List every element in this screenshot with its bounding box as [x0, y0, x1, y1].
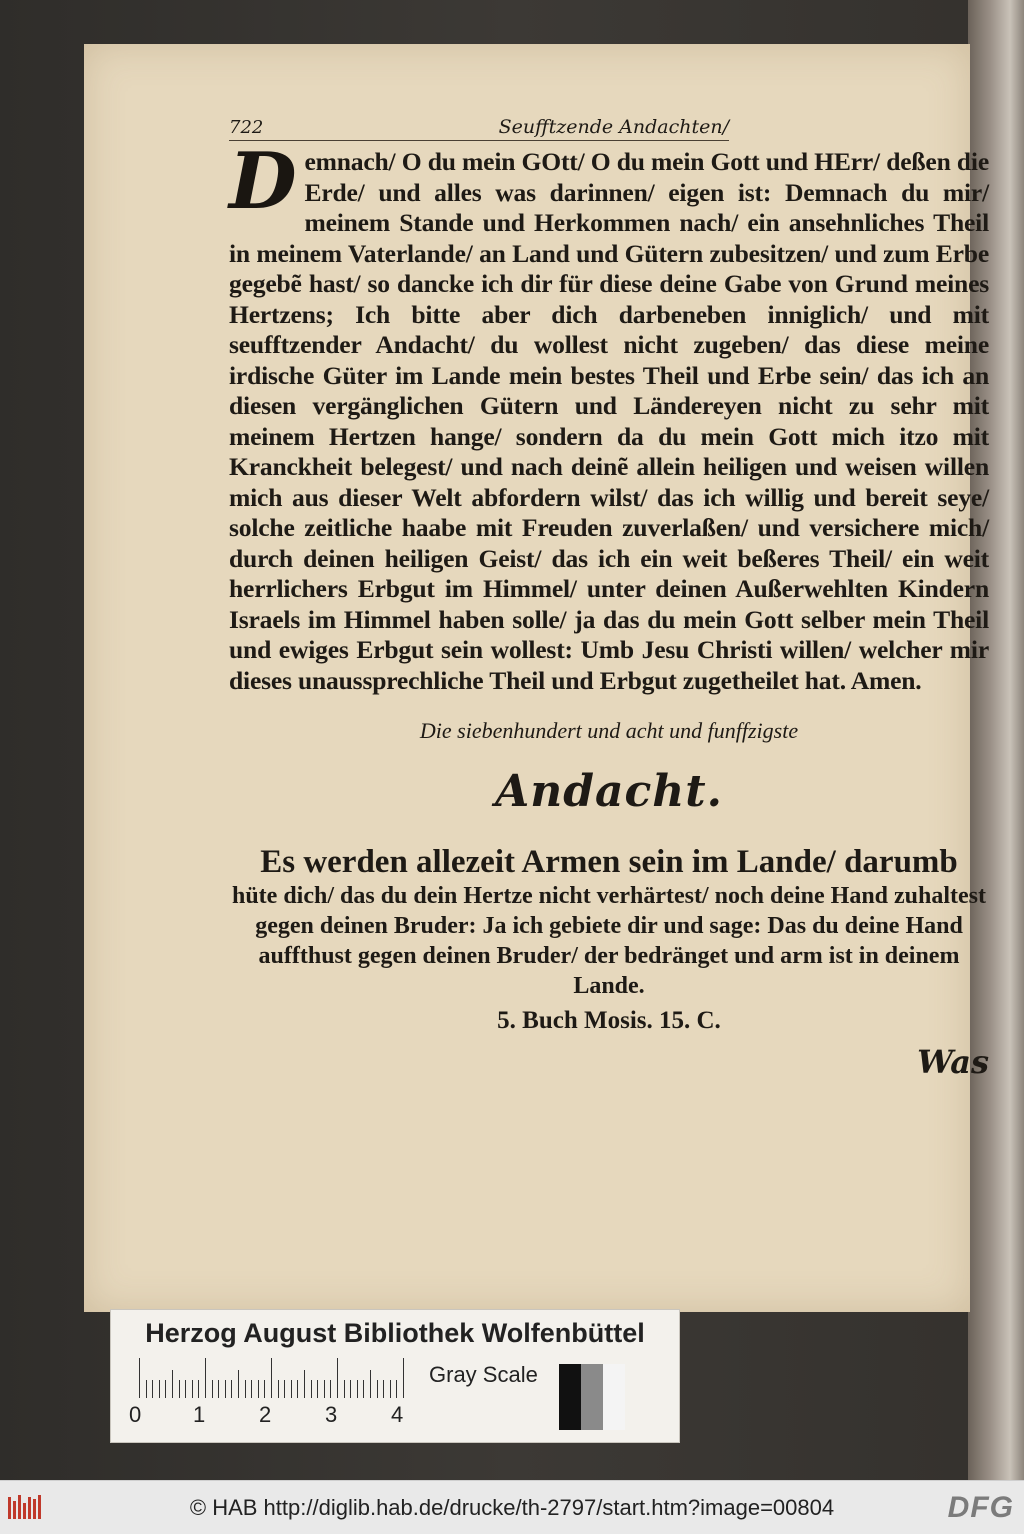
copyright-url[interactable]: © HAB http://diglib.hab.de/drucke/th-2797/start.htm?image=00804 [189, 1495, 835, 1520]
gray-scale-label: Gray Scale [429, 1362, 538, 1387]
gray-swatch-mid [581, 1364, 603, 1430]
ruler-tick [271, 1358, 272, 1398]
ruler-tick [165, 1380, 166, 1398]
ruler-tick [357, 1380, 358, 1398]
ruler-tick [278, 1380, 279, 1398]
ruler-tick [370, 1370, 371, 1398]
footer-bar [0, 1480, 1024, 1534]
ruler-tick [284, 1380, 285, 1398]
ruler-tick [238, 1370, 239, 1398]
library-name: Herzog August Bibliothek Wolfenbüttel [145, 1318, 645, 1348]
ruler-tick [264, 1380, 265, 1398]
page-number: 722 [229, 117, 264, 138]
ruler-number: 1 [193, 1402, 206, 1427]
prayer-body: emnach/ O du mein GOtt/ O du mein Gott und HErr/ deßen die Erde/ und alles was darinnen/ eigen ist: Demnach du mir/ meinem Stande und Herkommen nach/ ein ansehnliches Theil in meinem Vaterlande/ an Land und Gütern zubesitzen/ und zum Erbe gegebẽ hast/ so dancke ich dir für diese deine Gabe von Grund meines Hertzens; Ich bitte aber dich darbeneben inniglich/ und mit seufftzender Andacht/ du wollest nicht zugeben/ das diese meine irdische Güter im Lande mein bestes Theil und Erbe sein/ das ich an diesen vergänglichen Gütern und Ländereyen nicht zu sehr mit meinem Hertzen hange/ sondern da du mein Gott mich itzo mit Kranckheit belegest/ und nach deinẽ allein heiligen und weisen willen mich aus dieser Welt abfordern wilst/ das ich willig und bereit seye/ solche zeitliche haabe mit Freuden zuverlaßen/ und versichere mich/ durch deinen heiligen Geist/ das ich ein weit beßeres Theil/ ein weit herrlichers Erbgut im Himmel/ unter deinen Außerwehlten Kindern Israels im Himmel haben solle/ ja das du mein Gott selber mein Theil und ewiges Erbgut sein wollest: Umb Jesu Christi willen/ welcher mir dieses unaussprechliche Theil und Erbgut zugetheilet hat. Amen. [229, 147, 989, 695]
dfg-logo: DFG [947, 1491, 1014, 1524]
gray-swatch-black [559, 1364, 581, 1430]
ruler-tick [311, 1380, 312, 1398]
scripture-verse [229, 843, 989, 1001]
ruler-tick [350, 1380, 351, 1398]
verse-lead: Es werden allezeit Armen sein im Lande/ darumb [260, 844, 958, 880]
ruler-tick [330, 1380, 331, 1398]
ruler-tick [304, 1370, 305, 1398]
ruler-tick [218, 1380, 219, 1398]
drop-cap: D [229, 136, 297, 227]
ruler-tick [205, 1358, 206, 1398]
ruler-tick [291, 1380, 292, 1398]
ruler-tick [337, 1358, 338, 1398]
ruler-number: 0 [129, 1402, 142, 1427]
ruler-tick [324, 1380, 325, 1398]
ruler-number: 4 [391, 1402, 404, 1427]
gray-swatch-white [603, 1364, 625, 1430]
ruler-tick [377, 1380, 378, 1398]
ruler-tick [159, 1380, 160, 1398]
running-head: Seufftzende Andachten/ [498, 116, 729, 138]
ruler-tick [297, 1380, 298, 1398]
ruler-tick [192, 1380, 193, 1398]
ruler-tick [185, 1380, 186, 1398]
ruler-tick [231, 1380, 232, 1398]
ruler-tick [363, 1380, 364, 1398]
ruler [139, 1358, 419, 1398]
ruler-tick [258, 1380, 259, 1398]
book-page [84, 44, 989, 1312]
ruler-tick [198, 1380, 199, 1398]
ruler-number: 2 [259, 1402, 272, 1427]
ruler-tick [139, 1358, 140, 1398]
ruler-tick [396, 1380, 397, 1398]
page-content [229, 116, 989, 1081]
ruler-tick [152, 1380, 153, 1398]
section-subtitle: Die siebenhundert und acht und funffzigste [419, 718, 799, 743]
ruler-tick [179, 1380, 180, 1398]
scripture-reference: 5. Buch Mosis. 15. C. [497, 1007, 721, 1034]
ruler-tick [344, 1380, 345, 1398]
ruler-tick [245, 1380, 246, 1398]
ruler-numbers [129, 1402, 429, 1432]
prayer-text [229, 136, 989, 696]
ruler-tick [225, 1380, 226, 1398]
color-scale-card [110, 1309, 680, 1443]
ruler-tick [403, 1358, 404, 1398]
verse-rest: hüte dich/ das du dein Hertze nicht verhärtest/ noch deine Hand zuhaltest gegen deinen Bruder: Ja ich gebiete dir und sage: Das du deine Hand auffthust gegen deinen Bruder/ der bedränget und arm ist in deinem Lande. [231, 883, 987, 999]
ruler-tick [383, 1380, 384, 1398]
ruler-tick [172, 1370, 173, 1398]
ruler-number: 3 [325, 1402, 338, 1427]
ruler-tick [317, 1380, 318, 1398]
ruler-tick [146, 1380, 147, 1398]
section-title: Andacht. [495, 766, 723, 817]
ruler-tick [212, 1380, 213, 1398]
ruler-tick [251, 1380, 252, 1398]
ruler-tick [390, 1380, 391, 1398]
running-header [229, 116, 729, 141]
catchword: Was [917, 1043, 989, 1081]
